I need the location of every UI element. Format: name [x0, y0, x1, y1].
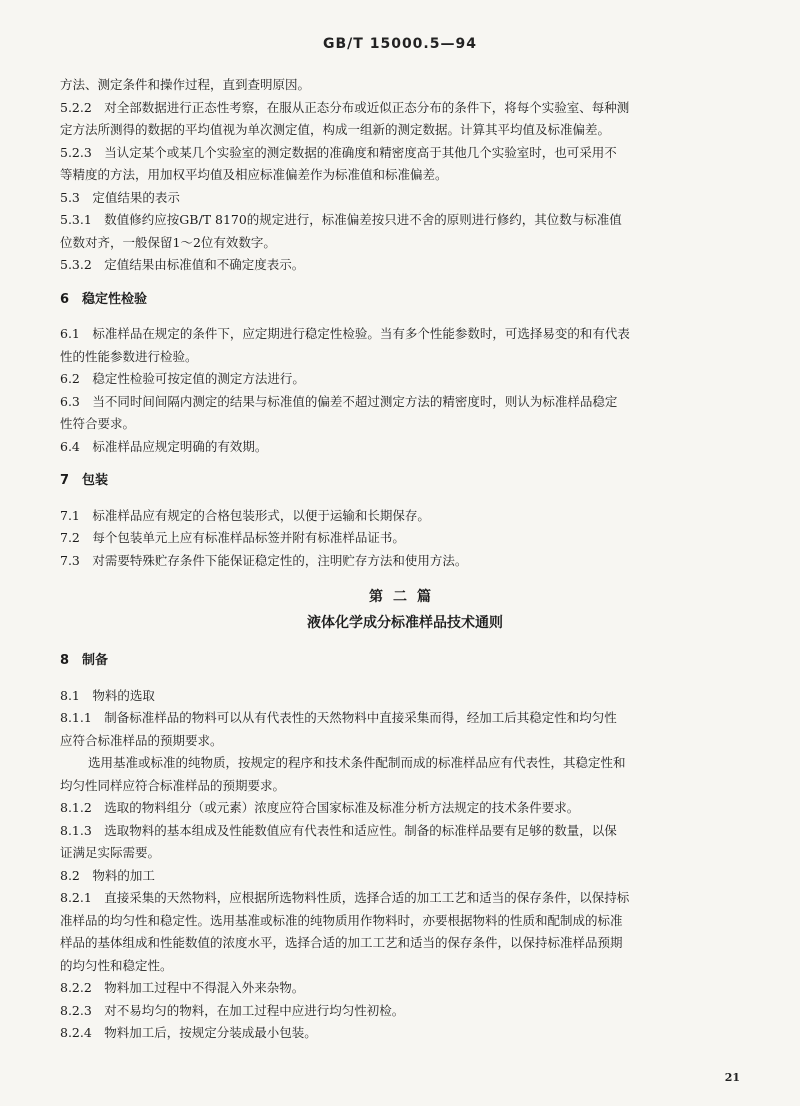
text-line: 性符合要求。	[60, 416, 136, 431]
clause-8-2: 8.2 物料的加工	[60, 867, 155, 883]
clause-8-1: 8.1 物料的选取	[60, 687, 155, 703]
paragraph-indented: 选用基准或标准的纯物质，按规定的程序和技术条件配制而成的标准样品应有代表性，其稳定性和	[88, 755, 626, 770]
clause-7-2: 7.2 每个包装单元上应有标准样品标签并附有标准样品证书。	[60, 530, 405, 545]
text-line: 方法、测定条件和操作过程，直到查明原因。	[60, 77, 311, 92]
clause-5-2-3: 5.2.3 当认定某个或某几个实验室的测定数据的准确度和精密度高于其他几个实验室时，也可采用不	[60, 144, 617, 160]
clause-8-2-4: 8.2.4 物料加工后，按规定分装成最小包装。	[60, 1025, 317, 1040]
text-line: 性的性能参数进行检验。	[60, 348, 198, 364]
clause-5-3: 5.3 定值结果的表示	[60, 189, 180, 205]
text-line: 应符合标准样品的预期要求。	[60, 732, 223, 748]
clause-8-2-3: 8.2.3 对不易均匀的物料，在加工过程中应进行均匀性初检。	[60, 1002, 405, 1018]
clause-5-3-2: 5.3.2 定值结果由标准值和不确定度表示。	[60, 257, 305, 272]
text-line: 样品的基体组成和性能数值的浓度水平，选择合适的加工工艺和适当的保存条件，以保持标准样品预期	[60, 935, 623, 950]
section-heading-7: 7 包装	[60, 473, 109, 488]
text-line: 均匀性同样应符合标准样品的预期要求。	[60, 777, 286, 793]
clause-8-1-1: 8.1.1 制备标准样品的物料可以从有代表性的天然物料中直接采集而得，经加工后其稳定性和均匀性	[60, 710, 617, 725]
clause-6-4: 6.4 标准样品应规定明确的有效期。	[60, 438, 268, 454]
clause-8-1-2: 8.1.2 选取的物料组分（或元素）浓度应符合国家标准及标准分析方法规定的技术条件要求。	[60, 800, 580, 815]
clause-7-1: 7.1 标准样品应有规定的合格包装形式，以便于运输和长期保存。	[60, 507, 430, 523]
part-title: 第二篇	[369, 589, 441, 605]
section-heading-6: 6 稳定性检验	[60, 291, 148, 307]
clause-8-2-1: 8.2.1 直接采集的天然物料，应根据所选物料性质，选择合适的加工工艺和适当的保存条件，以保持标	[60, 890, 630, 905]
text-line: 位数对齐，一般保留1～2位有效数字。	[60, 234, 276, 250]
clause-5-3-1: 5.3.1 数值修约应按GB/T 8170的规定进行，标准偏差按只进不舍的原则进行修约，其位数与标准值	[60, 212, 622, 227]
part-subtitle: 液体化学成分标准样品技术通则	[307, 615, 503, 631]
text-line: 等精度的方法，用加权平均值及相应标准偏差作为标准值和标准偏差。	[60, 167, 448, 182]
section-heading-8: 8 制备	[60, 653, 109, 668]
text-line: 准样品的均匀性和稳定性。选用基准或标准的纯物质用作物料时，亦要根据物料的性质和配制成的标准	[60, 912, 623, 928]
text-line: 证满足实际需要。	[60, 845, 161, 860]
clause-7-3: 7.3 对需要特殊贮存条件下能保证稳定性的，注明贮存方法和使用方法。	[60, 552, 468, 568]
text-line: 定方法所测得的数据的平均值视为单次测定值，构成一组新的测定数据。计算其平均值及标准偏差。	[60, 122, 611, 137]
page-number: 21	[724, 1071, 740, 1084]
clause-5-2-2: 5.2.2 对全部数据进行正态性考察，在服从正态分布或近似正态分布的条件下，将每个实验室、每种测	[60, 99, 630, 115]
clause-8-1-3: 8.1.3 选取物料的基本组成及性能数值应有代表性和适应性。制备的标准样品要有足够的数量，以保	[60, 822, 617, 838]
text-line: 的均匀性和稳定性。	[60, 957, 173, 973]
document-body	[60, 74, 750, 1045]
page-header: GB/T 15000.5—94	[323, 36, 477, 52]
clause-6-1: 6.1 标准样品在规定的条件下，应定期进行稳定性检验。当有多个性能参数时，可选择易变的和有代表	[60, 326, 630, 341]
clause-6-3: 6.3 当不同时间间隔内测定的结果与标准值的偏差不超过测定方法的精密度时，则认为标准样品稳定	[60, 393, 618, 409]
clause-6-2: 6.2 稳定性检验可按定值的测定方法进行。	[60, 371, 305, 386]
clause-8-2-2: 8.2.2 物料加工过程中不得混入外来杂物。	[60, 980, 305, 995]
